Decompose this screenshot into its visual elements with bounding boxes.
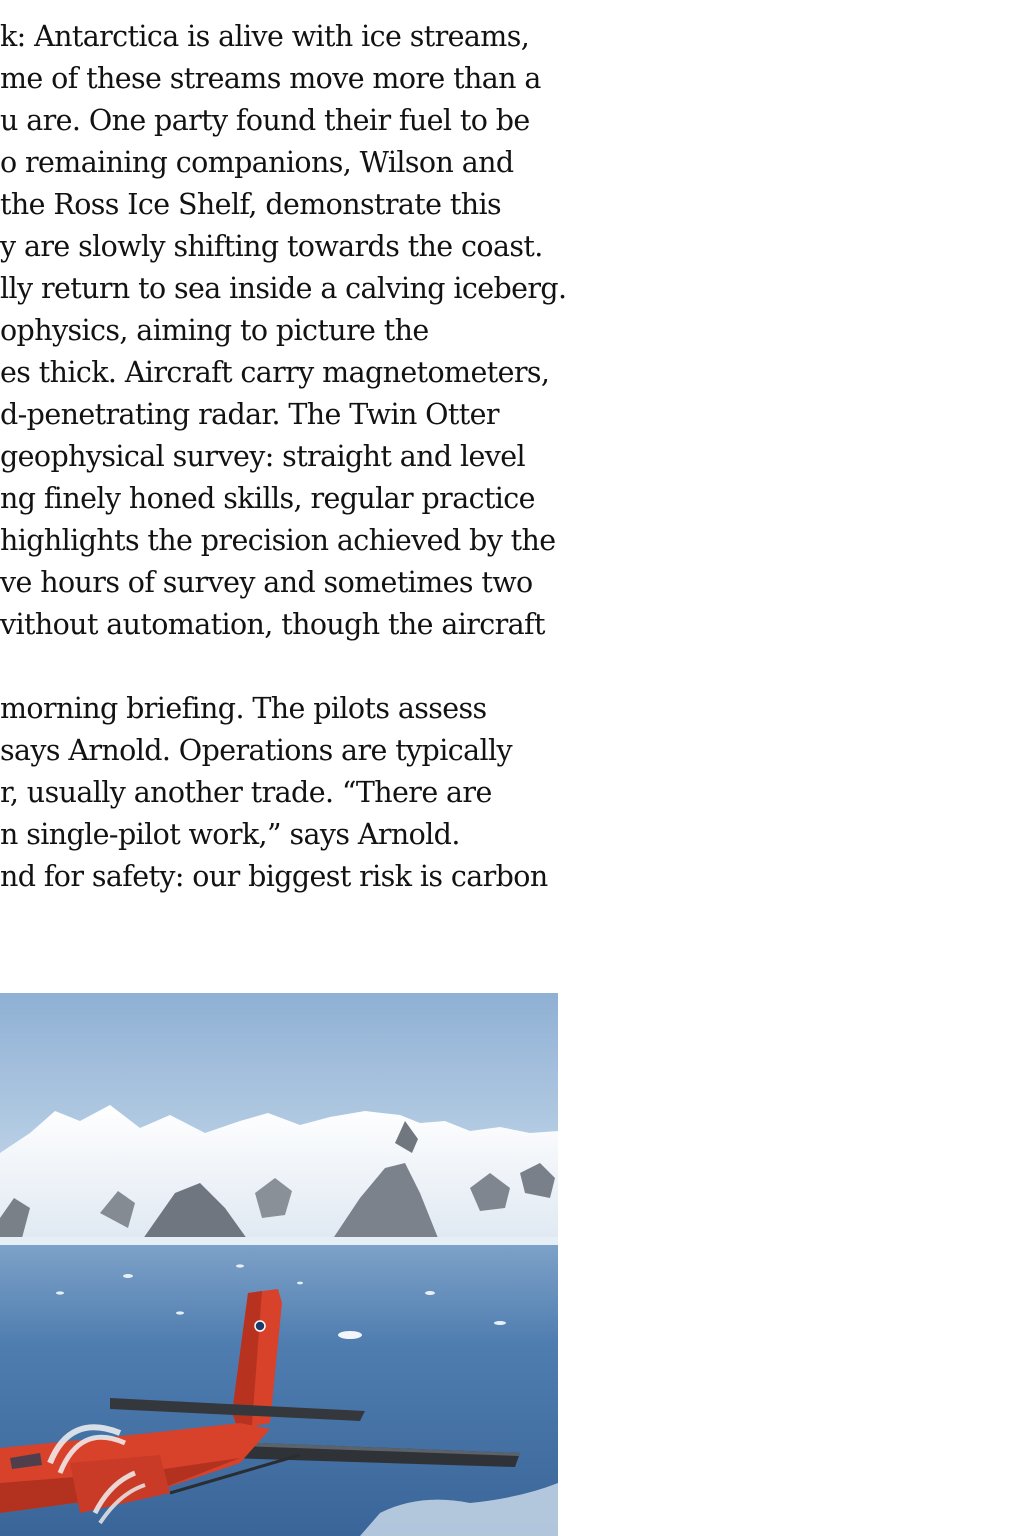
ice-floe <box>176 1311 184 1314</box>
aircraft-photo-illustration <box>0 993 558 1536</box>
body-line: geophysical survey: straight and level <box>0 440 526 473</box>
ice-floe <box>56 1291 64 1294</box>
body-line: the Ross Ice Shelf, demonstrate this <box>0 188 501 221</box>
body-line: u are. One party found their fuel to be <box>0 104 530 137</box>
body-line: y are slowly shifting towards the coast. <box>0 230 543 263</box>
ice-floe <box>494 1321 506 1325</box>
body-line: me of these streams move more than a <box>0 62 541 95</box>
body-line: ophysics, aiming to picture the <box>0 314 429 347</box>
body-line: d-penetrating radar. The Twin Otter <box>0 398 499 431</box>
body-line: es thick. Aircraft carry magnetometers, <box>0 356 550 389</box>
body-line: says Arnold. Operations are typically <box>0 734 512 767</box>
ice-floe <box>425 1291 435 1295</box>
ice-floe <box>236 1264 244 1267</box>
paragraph-gap <box>0 646 600 688</box>
tail-emblem <box>255 1321 265 1331</box>
body-line: lly return to sea inside a calving iceberg. <box>0 272 567 305</box>
aircraft-photo <box>0 993 558 1536</box>
body-line: nd for safety: our biggest risk is carbon <box>0 860 548 893</box>
ice-floe <box>123 1274 133 1278</box>
body-line: highlights the precision achieved by the <box>0 524 556 557</box>
body-line: ng finely honed skills, regular practice <box>0 482 535 515</box>
body-line: morning briefing. The pilots assess <box>0 692 487 725</box>
article-body <box>0 16 600 898</box>
ice-floe <box>338 1331 362 1339</box>
body-line: o remaining companions, Wilson and <box>0 146 514 179</box>
body-line: r, usually another trade. “There are <box>0 776 492 809</box>
body-line: vithout automation, though the aircraft <box>0 608 545 641</box>
body-line: k: Antarctica is alive with ice streams, <box>0 20 530 53</box>
ice-floe <box>297 1282 303 1285</box>
shore-ice <box>0 1237 558 1245</box>
body-line: n single-pilot work,” says Arnold. <box>0 818 460 851</box>
body-line: ve hours of survey and sometimes two <box>0 566 533 599</box>
